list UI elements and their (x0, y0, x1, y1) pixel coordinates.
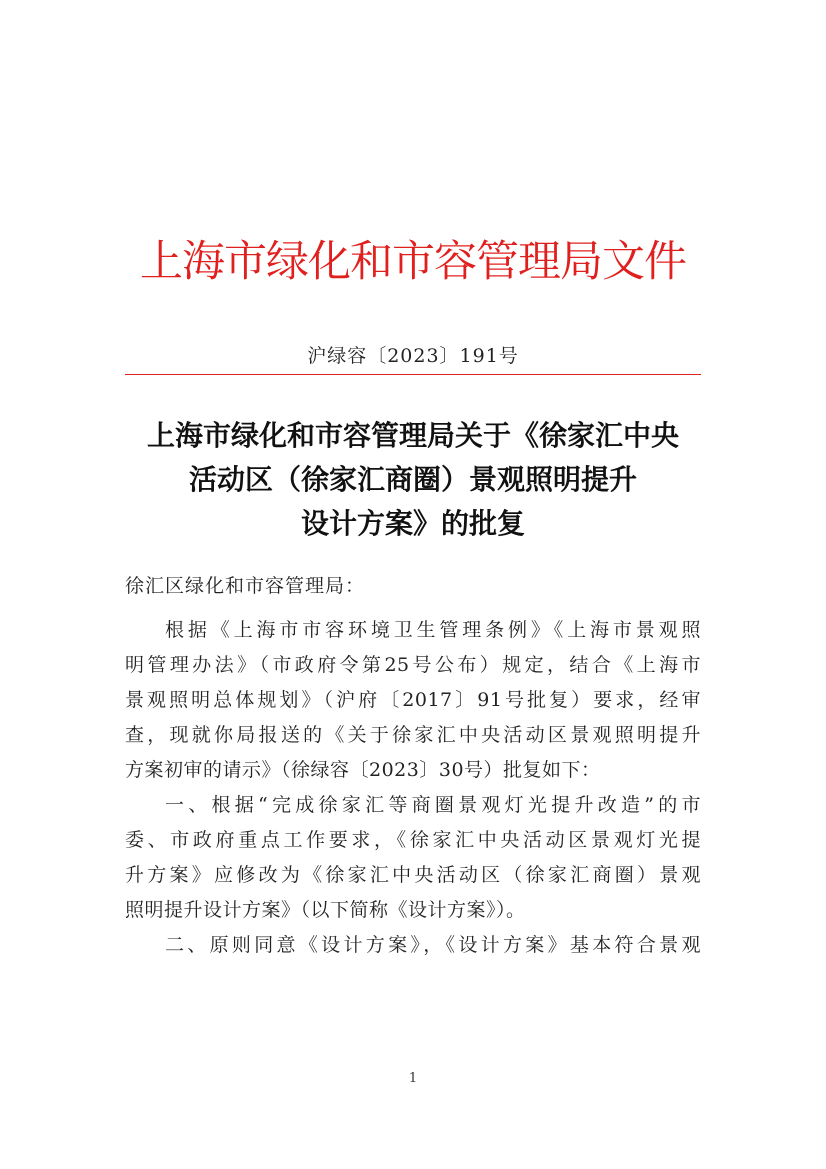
document-title-line-1: 上海市绿化和市容管理局关于《徐家汇中央 (146, 419, 679, 452)
document-title (0, 414, 826, 546)
document-title-line-3: 设计方案》的批复 (300, 507, 525, 540)
body-line: 查，现就你局报送的《关于徐家汇中央活动区景观照明提升 (125, 724, 701, 746)
body-line: 照明提升设计方案》（以下简称《设计方案》）。 (125, 899, 526, 921)
document-number: 沪绿容〔2023〕191号 (307, 345, 519, 367)
document-title-line-2: 活动区（徐家汇商圈）景观照明提升 (188, 463, 637, 496)
body-line: 一、根据“完成徐家汇等商圈景观灯光提升改造”的市 (165, 794, 701, 816)
body-line: 景观照明总体规划》（沪府〔2017〕91号批复）要求，经审 (125, 689, 701, 711)
body-line: 根据《上海市市容环境卫生管理条例》《上海市景观照 (165, 619, 701, 641)
body-line: 委、市政府重点工作要求，《徐家汇中央活动区景观灯光提 (125, 829, 701, 851)
body-line: 二、原则同意《设计方案》，《设计方案》基本符合景观 (165, 934, 701, 956)
body-line: 方案初审的请示》（徐绿容〔2023〕30号）批复如下： (125, 759, 601, 781)
page-number: 1 (408, 1071, 418, 1086)
issuing-authority-header: 上海市绿化和市容管理局文件 (140, 237, 686, 287)
red-divider-line (125, 374, 701, 375)
document-body (125, 617, 701, 967)
addressee: 徐汇区绿化和市容管理局： (125, 575, 366, 597)
body-line: 升方案》应修改为《徐家汇中央活动区（徐家汇商圈）景观 (125, 864, 701, 886)
body-line: 明管理办法》（市政府令第25号公布）规定，结合《上海市 (125, 654, 701, 676)
